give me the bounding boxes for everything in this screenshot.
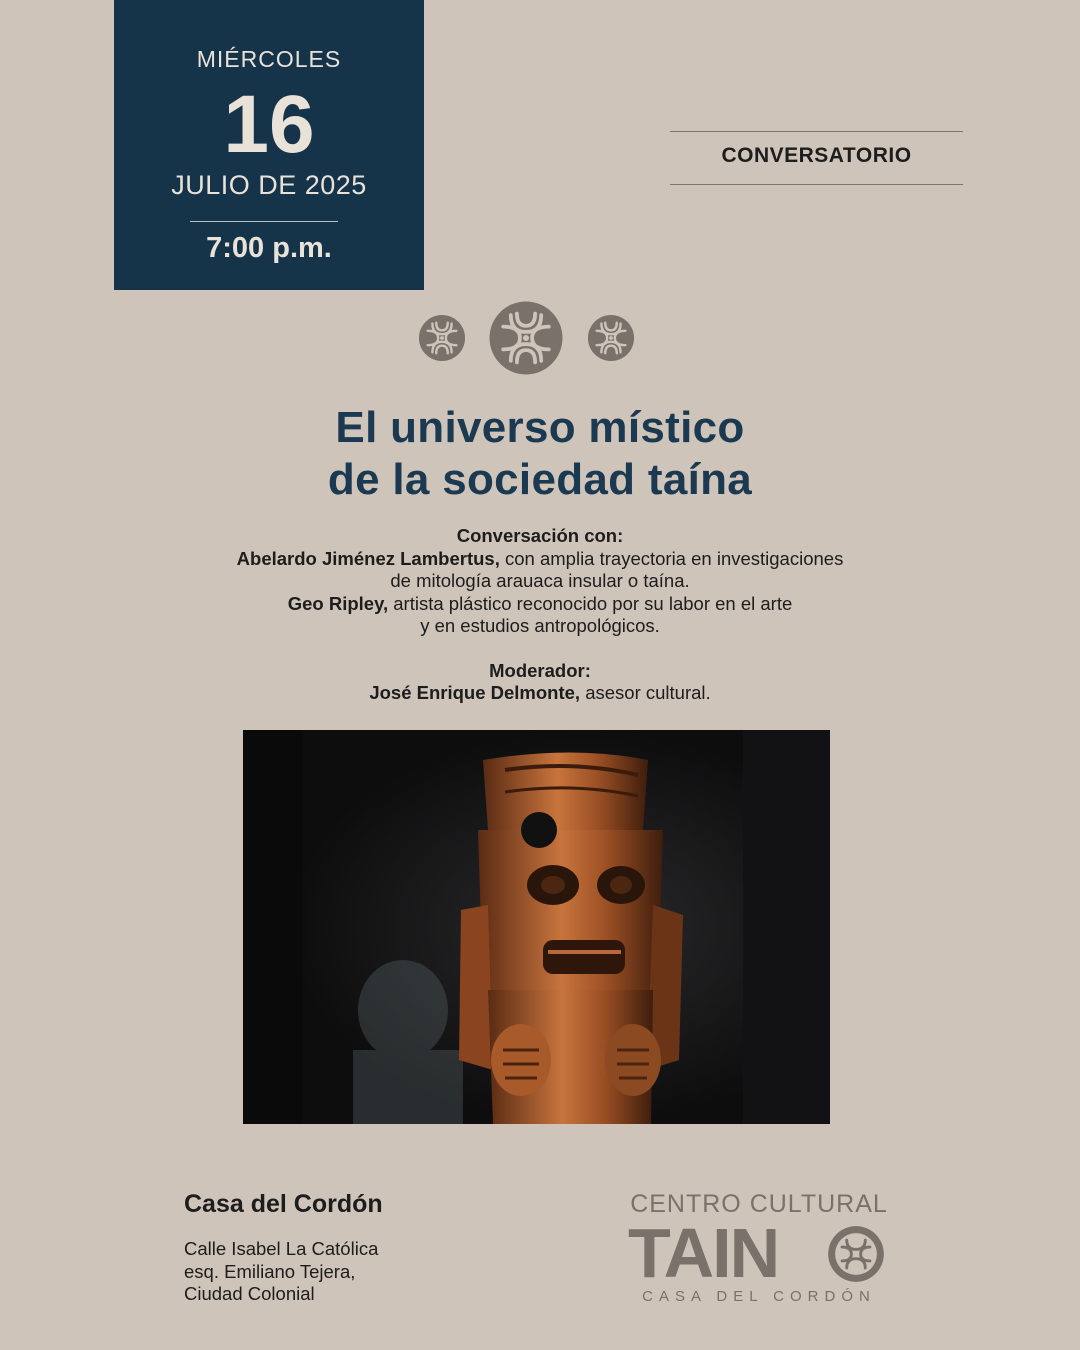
taino-motif-icon xyxy=(418,314,466,362)
taino-motif-icon xyxy=(587,314,635,362)
speaker2-desc-cont: y en estudios antropológicos. xyxy=(420,615,660,636)
speaker2-name: Geo Ripley, xyxy=(287,592,389,614)
moderator-name: José Enrique Delmonte, xyxy=(369,682,581,703)
speaker1-name: Abelardo Jiménez Lambertus, xyxy=(236,547,500,569)
moderator-desc: asesor cultural. xyxy=(580,682,711,703)
date-divider xyxy=(190,221,338,222)
speaker2-desc: artista plástico reconocido por su labor en el arte xyxy=(388,592,793,614)
sculpture-image xyxy=(243,730,830,1124)
venue-address-line: Ciudad Colonial xyxy=(184,1283,315,1304)
logo-line1: CENTRO CULTURAL xyxy=(630,1190,888,1218)
logo-line3: CASA DEL CORDÓN xyxy=(642,1288,876,1305)
speaker1-desc-cont: de mitología arauaca insular o taína. xyxy=(390,570,690,591)
event-title-line2: de la sociedad taína xyxy=(327,455,753,504)
event-title xyxy=(0,402,1080,506)
sculpture-photo xyxy=(243,730,830,1124)
date-month-year: JULIO DE 2025 xyxy=(171,170,367,200)
event-time: 7:00 p.m. xyxy=(206,232,332,264)
taino-motif-large-icon xyxy=(488,300,564,376)
taino-motif-icon xyxy=(827,1225,885,1283)
centro-cultural-taino-logo xyxy=(628,1190,890,1310)
event-type-frame xyxy=(670,131,963,185)
date-day: 16 xyxy=(223,79,315,170)
description-intro: Conversación con: xyxy=(456,525,624,546)
date-box xyxy=(114,0,424,290)
event-description xyxy=(0,525,1080,705)
speaker1-desc: con amplia trayectoria en investigaciones xyxy=(499,547,844,569)
venue-address xyxy=(184,1238,378,1306)
moderator-label: Moderador: xyxy=(489,659,591,681)
venue-address-line: Calle Isabel La Católica xyxy=(184,1238,379,1259)
event-type-label: CONVERSATORIO xyxy=(721,144,912,167)
date-weekday: MIÉRCOLES xyxy=(196,46,342,72)
logo-wordmark: TAIN xyxy=(628,1214,779,1292)
event-title-line1: El universo místico xyxy=(335,403,745,452)
venue-address-line: esq. Emiliano Tejera, xyxy=(184,1260,356,1282)
venue-name: Casa del Cordón xyxy=(184,1190,383,1218)
